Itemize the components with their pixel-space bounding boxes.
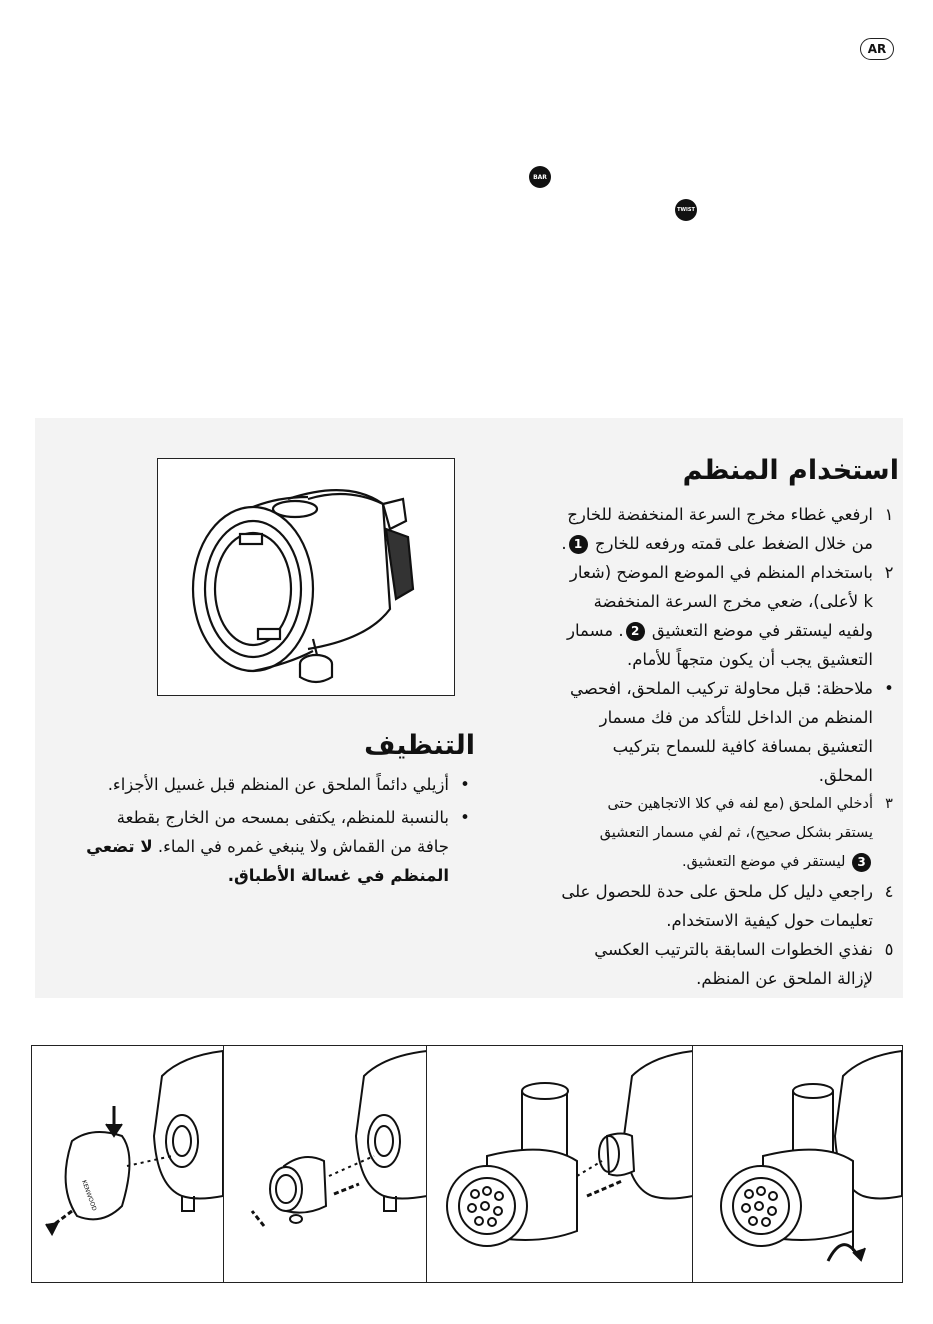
step-marker: ١ [884, 505, 894, 524]
step-line: راجعي دليل كل ملحق على حدة للحصول على [561, 882, 873, 901]
usage-step [519, 877, 899, 935]
illustration-step-3 [426, 1046, 693, 1282]
figure-ref-2: 2 [626, 622, 645, 641]
step-after: . مسمار التعشيق يجب أن يكون متجهاً للأمام. [567, 621, 873, 669]
usage-step [519, 790, 899, 877]
adapter-illustration [158, 459, 453, 694]
figure-ref-1: 1 [569, 535, 588, 554]
figure-ref-3: 3 [852, 853, 871, 872]
step-line: التعشيق بمسافة كافية للسماح بتركيب [612, 737, 873, 756]
kenwood-cap-label: KENWOOD [80, 1179, 98, 1212]
step-line: تعليمات حول كيفية الاستخدام. [666, 911, 873, 930]
step-marker: ٣ [885, 796, 893, 812]
step-line: أدخلي الملحق (مع لفه في كلا الاتجاهين حتى [607, 796, 873, 812]
illustration-step-2 [223, 1046, 427, 1282]
step-line: k لأعلى)، ضعي مخرج السرعة المنخفضة [593, 592, 873, 611]
step-line: لإزالة الملحق عن المنظم. [696, 969, 873, 988]
bar-icon: BAR [529, 166, 551, 188]
illustration-step-4 [692, 1046, 902, 1282]
step-marker: ٥ [884, 940, 894, 959]
language-badge: AR [860, 38, 894, 60]
step-line: يستقر بشكل صحيح)، ثم لفي مسمار التعشيق [599, 825, 873, 841]
step-line: المنظم من الداخل للتأكد من فك مسمار [599, 708, 873, 727]
step-line: ملاحظة: قبل محاولة تركيب الملحق، افحصي [569, 679, 873, 698]
item-marker: • [460, 775, 470, 794]
step-marker: • [884, 679, 894, 698]
item-marker: • [460, 808, 470, 827]
usage-title: استخدام المنظم [682, 455, 899, 486]
step-line: ولفيه ليستقر في موضع التعشيق [651, 621, 873, 640]
dishwasher-warning: لا تضعي المنظم في غسالة الأطباق. [86, 837, 449, 885]
cleaning-text: بالنسبة للمنظم، يكتفى بمسحه من الخارج بقطعة جافة من القماش ولا ينبغي غمره في الماء. [116, 808, 449, 856]
illustration-step-1 [32, 1046, 223, 1282]
adapter-figure [157, 458, 455, 696]
cleaning-item [85, 803, 475, 890]
twist-icon: TWIST [675, 199, 697, 221]
step-after: ليستقر في موضع التعشيق. [681, 854, 846, 870]
step-line: نفذي الخطوات السابقة بالترتيب العكسي [594, 940, 873, 959]
usage-steps [519, 500, 899, 993]
step-line: المحلق. [818, 766, 873, 785]
step-marker: ٤ [884, 882, 894, 901]
step-line: من خلال الضغط على قمته ورفعه للخارج [594, 534, 873, 553]
usage-step [519, 558, 899, 674]
step-line: ارفعي غطاء مخرج السرعة المنخفضة للخارج [567, 505, 873, 524]
usage-step [519, 500, 899, 558]
steps-illustration-strip [31, 1045, 903, 1283]
cleaning-title: التنظيف [364, 730, 475, 761]
step-line: باستخدام المنظم في الموضع الموضح (شعار [569, 563, 873, 582]
cleaning-text: أزيلي دائماً الملحق عن المنظم قبل غسيل الأجزاء. [107, 775, 449, 794]
usage-step [519, 935, 899, 993]
cleaning-list [85, 770, 475, 890]
cleaning-item [85, 770, 475, 799]
usage-note [519, 674, 899, 790]
step-marker: ٢ [884, 563, 894, 582]
step-after: . [561, 534, 567, 553]
